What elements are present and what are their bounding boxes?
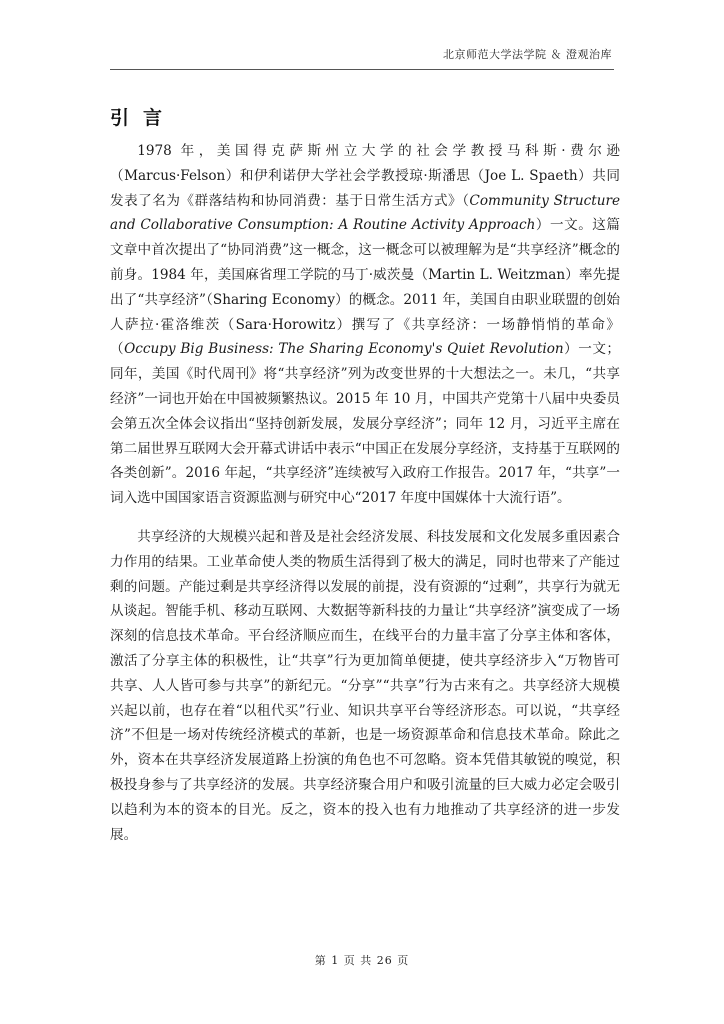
italic-title: Occupy Big Business: The Sharing Economy's Quiet Revolution — [124, 341, 564, 358]
body-text — [110, 139, 620, 847]
page-number: 第 1 页 共 26 页 — [314, 954, 410, 967]
text-segment: 1978 年，美国得克萨斯州立大学的社会学教授马科斯·费尔逊（Marcus·Felson）和伊利诺伊大学社会学教授琼·斯潘思（Joe L. Spaeth）共同发表了名为《群落结构和协同消费：基于日常生活方式》（ — [110, 143, 620, 209]
paragraph-1 — [110, 139, 620, 511]
text-segment: ）一文。这篇文章中首次提出了“协同消费”这一概念，这一概念可以被理解为是“共享经济”概念的前身。1984 年，美国麻省理工学院的马丁·威茨曼（Martin L. Weitzman）率先提出了“共享经济”（Sharing Economy）的概念。2011 年，美国自由职业联盟的创始人萨拉·霍洛维茨（Sara·Horowitz）撰写了《共享经济：一场静悄悄的革命》（ — [110, 217, 620, 358]
page-header: 北京师范大学法学院 ＆ 澄观治库 — [443, 48, 612, 61]
italic-title: Community Structure and Collaborative Consumption: A Routine Activity Approach — [110, 192, 621, 234]
text-segment: ）一文；同年，美国《时代周刊》将“共享经济”列为改变世界的十大想法之一。未几，“共享经济”一词也开始在中国被频繁热议。2015 年 10 月，中国共产党第十八届中央委员会第五次全体会议指出“坚持创新发展，发展分享经济”；同年 12 月，习近平主席在第二届世界互联网大会开幕式讲话中表示“中国正在发展分享经济，支持基于互联网的各类创新”。2016 年起，“共享经济”连续被写入政府工作报告。2017 年，“共享”一词入选中国国家语言资源监测与研究中心“2017 年度中国媒体十大流行语”。 — [110, 341, 620, 507]
paragraph-2 — [110, 525, 620, 847]
header-divider — [110, 69, 614, 70]
text-segment: 共享经济的大规模兴起和普及是社会经济发展、科技发展和文化发展多重因素合力作用的结果。工业革命使人类的物质生活得到了极大的满足，同时也带来了产能过剩的问题。产能过剩是共享经济得以发展的前提，没有资源的“过剩”，共享行为就无从谈起。智能手机、移动互联网、大数据等新科技的力量让“共享经济”演变成了一场深刻的信息技术革命。平台经济顺应而生，在线平台的力量丰富了分享主体和客体，激活了分享主体的积极性，让“共享”行为更加简单便捷，使共享经济步入“万物皆可共享、人人皆可参与共享”的新纪元。“分享”“共享”行为古来有之。共享经济大规模兴起以前，也存在着“以租代买”行业、知识共享平台等经济形态。可以说，“共享经济”不但是一场对传统经济模式的革新，也是一场资源革命和信息技术革命。除此之外，资本在共享经济发展道路上扮演的角色也不可忽略。资本凭借其敏锐的嗅觉，积极投身参与了共享经济的发展。共享经济聚合用户和吸引流量的巨大威力必定会吸引以趋利为本的资本的目光。反之，资本的投入也有力地推动了共享经济的进一步发展。 — [110, 528, 620, 843]
section-title: 引言 — [110, 107, 177, 129]
